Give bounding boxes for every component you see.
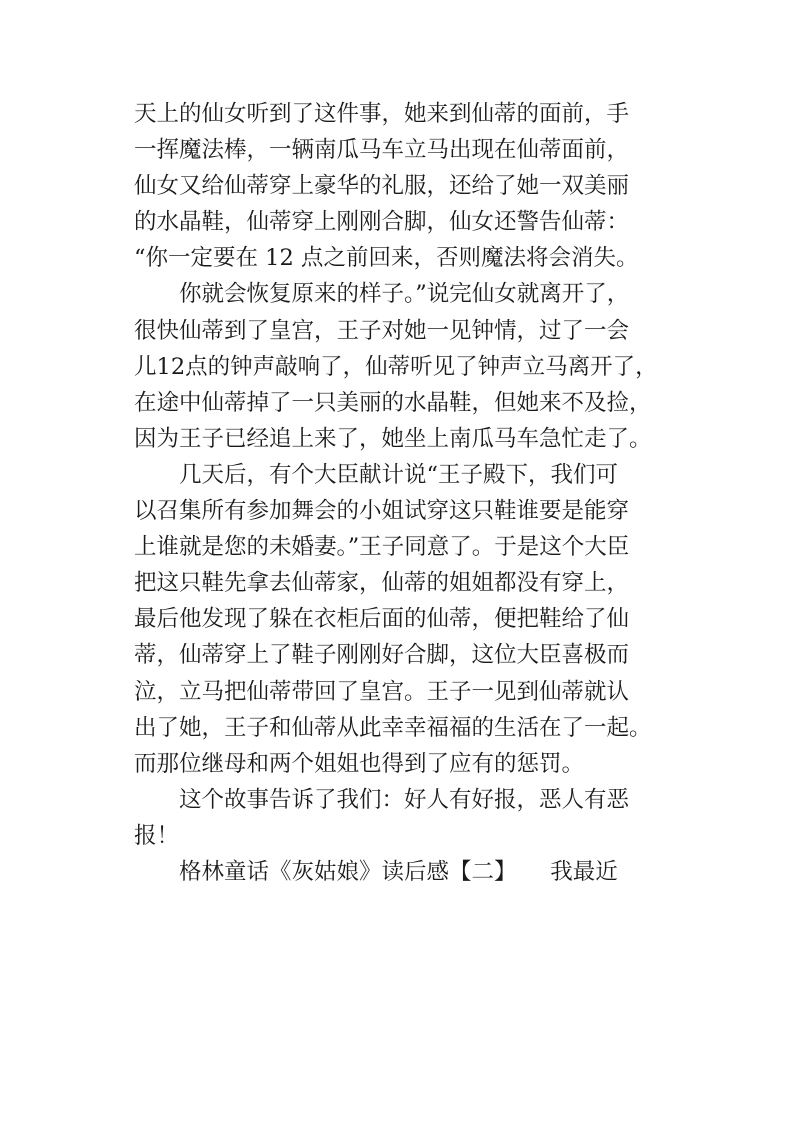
text-line: 你就会恢复原来的样子。”说完仙女就离开了， bbox=[179, 281, 630, 308]
text-line: 仙女又给仙蒂穿上豪华的礼服，还给了她一双美丽 bbox=[134, 173, 630, 200]
text-line: “你一定要在 12 点之前回来，否则魔法将会消失。 bbox=[134, 245, 639, 272]
text-line: 儿12点的钟声敲响了，仙蒂听见了钟声立马离开了， bbox=[134, 353, 658, 380]
text-line: 在途中仙蒂掉了一只美丽的水晶鞋，但她来不及捡， bbox=[134, 389, 652, 416]
text-line: 出了她，王子和仙蒂从此幸幸福福的生活在了一起。 bbox=[134, 714, 652, 741]
text-line: 最后他发现了躲在衣柜后面的仙蒂，便把鞋给了仙 bbox=[134, 606, 630, 633]
text-line: 泣，立马把仙蒂带回了皇宫。王子一见到仙蒂就认 bbox=[134, 678, 630, 705]
text-line: 很快仙蒂到了皇宫，王子对她一见钟情，过了一会 bbox=[134, 317, 630, 344]
text-line: 一挥魔法棒，一辆南瓜马车立马出现在仙蒂面前， bbox=[134, 137, 630, 164]
text-line: 把这只鞋先拿去仙蒂家，仙蒂的姐姐都没有穿上， bbox=[134, 570, 630, 597]
text-line: 蒂，仙蒂穿上了鞋子刚刚好合脚，这位大臣喜极而 bbox=[134, 642, 630, 669]
text-line: 这个故事告诉了我们：好人有好报，恶人有恶 bbox=[179, 786, 630, 813]
text-line: 因为王子已经追上来了，她坐上南瓜马车急忙走了。 bbox=[134, 425, 652, 452]
text-line: 天上的仙女听到了这件事，她来到仙蒂的面前，手 bbox=[134, 101, 630, 127]
text-line: 格林童话《灰姑娘》读后感【二】 我最近 bbox=[179, 858, 618, 885]
text-line: 几天后，有个大臣献计说“王子殿下，我们可 bbox=[179, 461, 619, 488]
text-line: 以召集所有参加舞会的小姐试穿这只鞋谁要是能穿 bbox=[134, 498, 630, 525]
body-text bbox=[134, 96, 669, 890]
text-line: 报！ bbox=[134, 822, 180, 849]
text-line: 上谁就是您的未婚妻。”王子同意了。于是这个大臣 bbox=[134, 534, 630, 561]
text-line: 的水晶鞋，仙蒂穿上刚刚合脚，仙女还警告仙蒂： bbox=[134, 209, 630, 236]
text-line: 而那位继母和两个姐姐也得到了应有的惩罚。 bbox=[134, 750, 585, 777]
